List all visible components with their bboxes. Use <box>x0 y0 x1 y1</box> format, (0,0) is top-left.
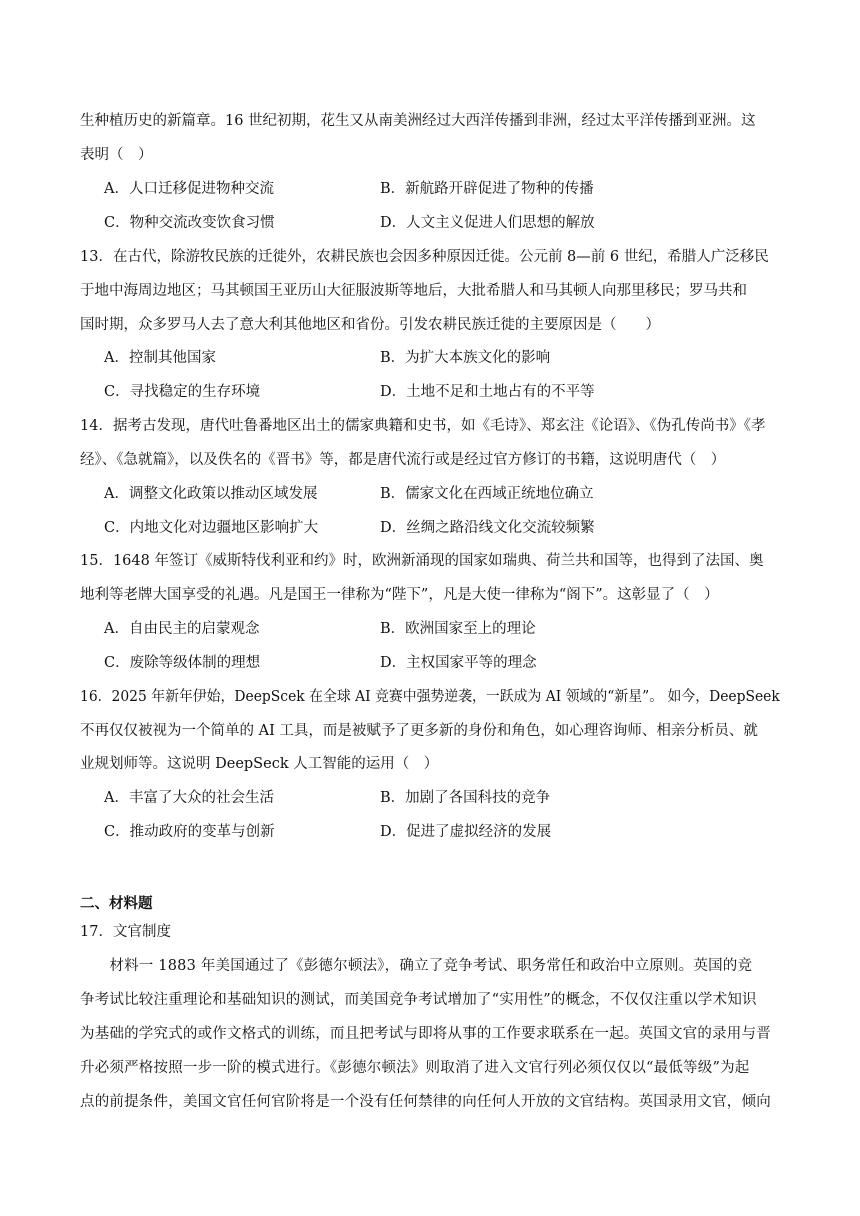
question-16-option-a: A．丰富了大众的社会生活 <box>104 790 274 806</box>
question-16-text-line-1: 16．2025 年新年伊始，DeepScek 在全球 AI 竞赛中强势逆袭，一跃成为 AI 领域的“新星”。 如今，DeepSeek <box>80 689 780 705</box>
question-15-option-c: C．废除等级体制的理想 <box>104 655 261 671</box>
question-12-option-c: C．物种交流改变饮食习惯 <box>104 215 275 231</box>
question-16-text-line-3: 业规划师等。这说明 DeepSeck 人工智能的运用（ ） <box>80 756 439 772</box>
question-13-option-a: A．控制其他国家 <box>104 350 216 366</box>
material-line-4: 升必须严格按照一步一阶的模式进行。《彭德尔顿法》则取消了进入文官行列必须仅仅以“最低等级”为起 <box>80 1060 750 1076</box>
question-16-option-c: C．推动政府的变革与创新 <box>104 824 275 840</box>
question-14-option-b: B．儒家文化在西域正统地位确立 <box>380 486 594 502</box>
question-12-text-line-1: 生种植历史的新篇章。16 世纪初期，花生又从南美洲经过大西洋传播到非洲，经过太平洋传播到亚洲。这 <box>80 113 756 129</box>
question-12-option-a: A．人口迁移促进物种交流 <box>104 181 274 197</box>
question-12-text-line-2: 表明（ ） <box>80 147 153 163</box>
question-12-option-b: B．新航路开辟促进了物种的传播 <box>380 181 594 197</box>
question-15-option-d: D．主权国家平等的理念 <box>380 655 537 671</box>
section-heading: 二、材料题 <box>80 895 153 912</box>
question-13-text-line-2: 于地中海周边地区；马其顿国王亚历山大征服波斯等地后，大批希腊人和马其顿人向那里移民；罗马共和 <box>80 283 747 299</box>
question-13-text-line-1: 13．在古代，除游牧民族的迁徙外，农耕民族也会因多种原因迁徙。公元前 8—前 6 世纪，希腊人广泛移民 <box>80 249 769 265</box>
question-15-option-b: B．欧洲国家至上的理论 <box>380 621 536 637</box>
question-14-text-line-2: 经》、《急就篇》，以及佚名的《晋书》等，都是唐代流行或是经过官方修订的书籍，这说明唐代（ ） <box>80 452 726 468</box>
question-13-option-d: D．土地不足和土地占有的不平等 <box>380 384 595 400</box>
question-16-option-d: D．促进了虚拟经济的发展 <box>380 824 552 840</box>
question-14-option-a: A．调整文化政策以推动区域发展 <box>104 486 318 502</box>
question-14-text-line-1: 14．据考古发现，唐代吐鲁番地区出土的儒家典籍和史书，如《毛诗》、郑玄注《论语》、《伪孔传尚书》《孝 <box>80 418 766 434</box>
question-15-option-a: A．自由民主的启蒙观念 <box>104 621 260 637</box>
material-line-5: 点的前提条件，美国文官任何官阶将是一个没有任何禁律的向任何人开放的文官结构。英国录用文官，倾向 <box>80 1094 771 1110</box>
material-line-1: 材料一 1883 年美国通过了《彭德尔顿法》，确立了竞争考试、职务常任和政治中立原则。英国的竞 <box>80 958 753 974</box>
question-12-option-d: D．人文主义促进人们思想的解放 <box>380 215 595 231</box>
material-line-2: 争考试比较注重理论和基础知识的测试，而美国竞争考试增加了“实用性”的概念，不仅仅注重以学术知识 <box>80 992 757 1008</box>
question-17-title: 17．文官制度 <box>80 924 171 940</box>
question-13-option-c: C．寻找稳定的生存环境 <box>104 384 261 400</box>
question-14-option-d: D．丝绸之路沿线文化交流较频繁 <box>380 520 595 536</box>
question-15-text-line-1: 15．1648 年签订《威斯特伐利亚和约》时，欧洲新涌现的国家如瑞典、荷兰共和国等，也得到了法国、奥 <box>80 553 764 569</box>
question-16-option-b: B．加剧了各国科技的竞争 <box>380 790 551 806</box>
question-14-option-c: C．内地文化对边疆地区影响扩大 <box>104 520 319 536</box>
question-13-text-line-3: 国时期，众多罗马人去了意大利其他地区和省份。引发农耕民族迁徙的主要原因是（ ） <box>80 317 660 333</box>
question-16-text-line-2: 不再仅仅被视为一个简单的 AI 工具，而是被赋予了更多新的身份和角色，如心理咨询师、相亲分析员、就 <box>80 723 758 739</box>
material-line-3: 为基础的学究式的或作文格式的训练，而且把考试与即将从事的工作要求联系在一起。英国文官的录用与晋 <box>80 1026 771 1042</box>
question-13-option-b: B．为扩大本族文化的影响 <box>380 350 551 366</box>
question-15-text-line-2: 地利等老牌大国享受的礼遇。凡是国王一律称为“陛下”，凡是大使一律称为“阁下”。这彰显了（ ） <box>80 587 719 603</box>
